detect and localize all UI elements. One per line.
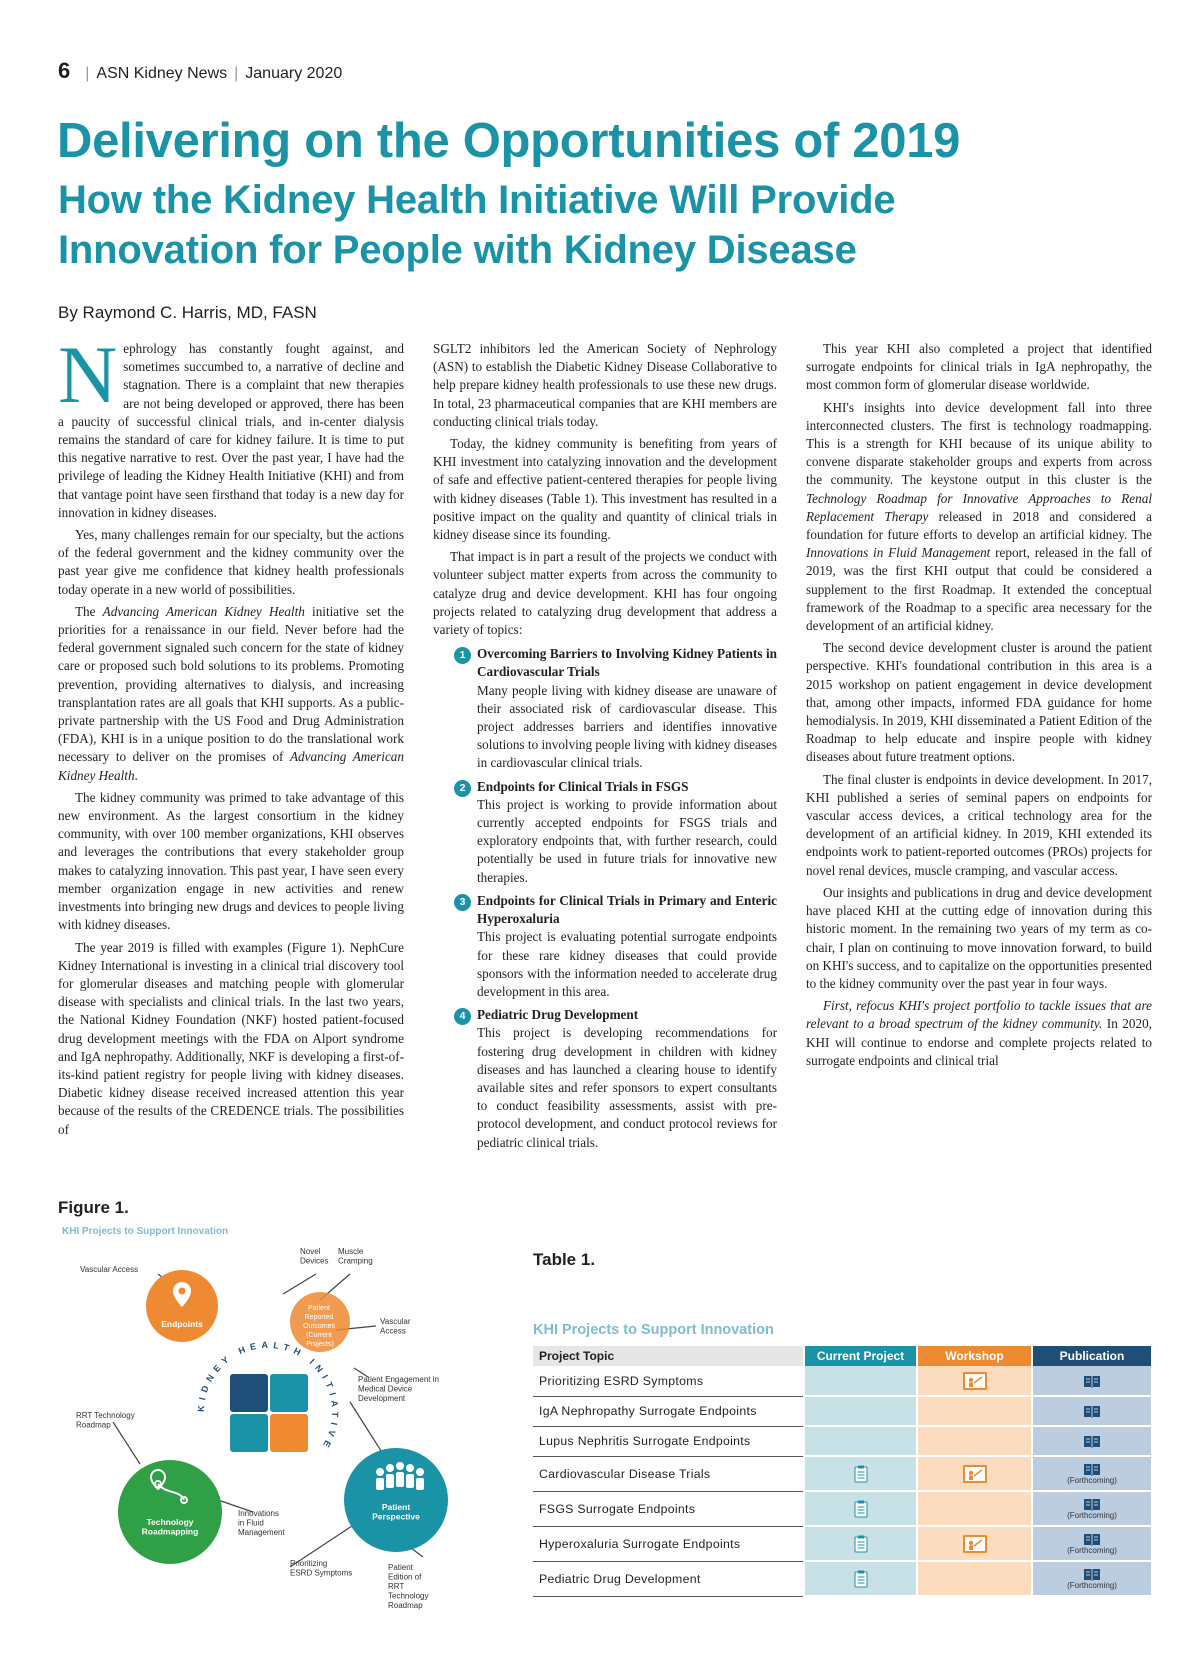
paragraph-text: ephrology has constantly fought against, and sometimes succumbed to, a narrative of decline and stagnation. There is a complaint that new therapies are not being developed or approved, there has been a paucity of successful clinical trials, and in-center dialysis remains the standard of care for kidney failure. It is time to put this negative narrative to rest. Over the past year, I have had the privilege of leading the Kidney Health Initiative (KHI) and from that vantage point have seen firsthand that today is a new day for innovation in kidney diseases. — [58, 341, 404, 520]
text-line: Cramping — [338, 1256, 373, 1266]
publication-cell — [1032, 1491, 1151, 1526]
project-item — [433, 645, 777, 772]
workshop-cell — [917, 1491, 1032, 1526]
project-topic-cell: Prioritizing ESRD Symptoms — [533, 1366, 804, 1396]
text-line: RRT — [388, 1582, 405, 1591]
patient-perspective-hub — [344, 1448, 448, 1552]
paragraph-text: report, released in the fall of 2019, was the first KHI output that could be considered a supplement to the first Roadmap. It extended the conceptual framework of the Roadmap to a specific area necessary for the development of an artificial kidney. — [806, 545, 1152, 634]
text-line: Novel — [300, 1247, 321, 1256]
quadrant-teal — [270, 1374, 308, 1412]
current-project-cell — [804, 1491, 917, 1526]
clipboard-icon — [854, 1535, 868, 1553]
text-column-3 — [806, 340, 1152, 1074]
pro-line: (Current — [306, 1332, 332, 1339]
table-title: KHI Projects to Support Innovation — [533, 1322, 774, 1338]
publication-cell — [1032, 1526, 1151, 1561]
column-header: Project Topic — [533, 1346, 804, 1366]
text-line: Devices — [300, 1256, 329, 1266]
project-title: Endpoints for Clinical Trials in Primary and Enteric Hyperoxaluria — [477, 892, 777, 927]
open-book-icon — [1083, 1568, 1101, 1581]
location-pin-dot — [179, 1288, 186, 1295]
number-badge: 3 — [454, 894, 471, 911]
paragraph-text: The — [75, 603, 103, 619]
connector — [113, 1422, 140, 1464]
paragraph: SGLT2 inhibitors led the American Society of Nephrology (ASN) to establish the Diabetic Kidney Disease Collaborative to help prepare kidney health professionals to use these new drugs. In total, 23 pharmaceutical companies that are KHI members are conducting clinical trials today. — [433, 341, 777, 429]
column-header: Workshop — [917, 1346, 1032, 1366]
italic-title: Technology Roadmap for Innovative Approaches to Renal Replacement Therapy — [806, 490, 1152, 524]
open-book-icon — [1083, 1435, 1101, 1448]
current-project-cell — [804, 1561, 917, 1596]
text-line: Technology — [146, 1517, 194, 1527]
running-header — [58, 58, 342, 84]
endpoints-hub-label: Endpoints — [161, 1319, 203, 1329]
table-row — [533, 1426, 1151, 1456]
table-row — [533, 1366, 1151, 1396]
drop-cap: N — [58, 329, 118, 420]
publication-cell — [1032, 1456, 1151, 1491]
text-column-1 — [58, 329, 404, 1143]
workshop-cell — [917, 1426, 1032, 1456]
text-line: Access — [380, 1326, 406, 1336]
pro-circle-label — [303, 1305, 337, 1348]
project-title: Endpoints for Clinical Trials in FSGS — [477, 778, 689, 794]
open-book-icon — [1083, 1375, 1101, 1388]
figure-khi-diagram — [58, 1222, 518, 1622]
text-line: Prioritizing — [290, 1559, 328, 1568]
text-line: Roadmap — [76, 1420, 111, 1430]
workshop-cell — [917, 1456, 1032, 1491]
paragraph-text: In 2020, KHI will continue to endorse and complete projects related to surrogate endpoints and clinical trial — [806, 1016, 1152, 1068]
open-book-icon — [1083, 1463, 1101, 1476]
open-book-icon — [1083, 1533, 1101, 1546]
text-line: ESRD Symptoms — [290, 1568, 353, 1578]
current-project-cell — [804, 1456, 917, 1491]
header-divider: | — [234, 65, 239, 82]
table-row — [533, 1491, 1151, 1526]
clipboard-icon — [854, 1465, 868, 1483]
text-line: Management — [238, 1528, 285, 1537]
column-header: Current Project — [804, 1346, 917, 1366]
pro-line: Reported — [304, 1314, 334, 1321]
text-line: Technology — [388, 1591, 429, 1601]
project-topic-cell: FSGS Surrogate Endpoints — [533, 1491, 804, 1526]
quadrant-navy — [230, 1374, 268, 1412]
current-project-cell — [804, 1426, 917, 1456]
number-badge: 4 — [454, 1008, 471, 1025]
paragraph: This year KHI also completed a project that identified surrogate endpoints for clinical trials in IgA nephropathy, the most common form of glomerular disease worldwide. — [806, 341, 1152, 393]
label-fluid-management — [238, 1509, 285, 1537]
connector — [350, 1402, 383, 1454]
paragraph: The final cluster is endpoints in device development. In 2017, KHI published a series of seminal papers on endpoints for vascular access devices, a critical technology area for the development of an artificial kidney. In 2019, KHI extended its endpoints work to patient-reported outcomes (PROs) projects for novel renal devices, muscle cramping, and vascular access. — [806, 771, 1152, 878]
paragraph: The second device development cluster is around the patient perspective. KHI's foundational contribution in this area is a 2015 workshop on patient engagement in device development that, among other impacts, informed FDA guidance for home hemodialysis. In 2019, KHI disseminated a Patient Edition of the Roadmap to help educate and inspire people with kidney diseases about future treatment options. — [806, 640, 1152, 765]
article-subtitle: How the Kidney Health Initiative Will Provide Innovation for People with Kidney Disease — [58, 178, 896, 272]
text-line: Medical Device — [358, 1384, 413, 1394]
issue-date: January 2020 — [245, 65, 343, 82]
table-row — [533, 1456, 1151, 1491]
publication-name: ASN Kidney News — [96, 65, 228, 82]
number-badge: 1 — [454, 647, 471, 664]
paragraph — [58, 603, 404, 785]
open-book-icon — [1083, 1498, 1101, 1511]
text-line: Roadmap — [388, 1601, 423, 1610]
workshop-cell — [917, 1526, 1032, 1561]
publication-cell — [1032, 1396, 1151, 1426]
paragraph-text: released in 2018 and considered a foundation for future efforts to develop an artificial kidney. The — [806, 508, 1152, 543]
forthcoming-note: (Forthcoming) — [1067, 1476, 1117, 1486]
text-line: Muscle — [338, 1247, 364, 1256]
pro-line: Patient — [308, 1305, 330, 1312]
text-line: Perspective — [372, 1511, 420, 1522]
open-book-icon — [1083, 1405, 1101, 1418]
text-column-2 — [433, 340, 777, 1157]
projects-table — [533, 1322, 1151, 1597]
clipboard-icon — [854, 1500, 868, 1518]
italic-text: First, refocus KHI's project portfolio to tackle issues that are relevant to a broad spectrum of the kidney community. — [806, 998, 1152, 1032]
paragraph: Today, the kidney community is benefiting from years of KHI investment into catalyzing innovation and the development of safe and effective patient-centered therapies for people living with kidney diseases (Table 1). This investment has resulted in a positive impact on the quality and quantity of clinical trials in kidney disease since its founding. — [433, 436, 777, 543]
forthcoming-note: (Forthcoming) — [1067, 1581, 1117, 1591]
workshop-cell — [917, 1561, 1032, 1596]
project-topic-cell: IgA Nephropathy Surrogate Endpoints — [533, 1396, 804, 1426]
table-grid — [533, 1346, 1151, 1597]
table-body — [533, 1366, 1151, 1596]
figure-title: KHI Projects to Support Innovation — [62, 1226, 229, 1237]
paragraph-text: . — [134, 767, 138, 783]
connector — [283, 1274, 316, 1294]
presentation-board-icon — [962, 1371, 988, 1391]
paragraph-text: KHI's insights into device development fall into three interconnected clusters. The first is technology roadmapping. This is a strength for KHI because of its unique ability to convene disparate stakeholder groups and experts from across the community. The keystone output in this cluster is the — [806, 399, 1152, 488]
project-description: Many people living with kidney disease are unaware of their associated risk of cardiovascular disease. This project addresses barriers and identifies innovative solutions to involving people living with kidney diseases in cardiovascular clinical trials. — [477, 682, 777, 771]
label-muscle-cramping — [338, 1247, 373, 1266]
paragraph: Yes, many challenges remain for our specialty, but the actions of the federal government and the kidney community over the past year give me confidence that kidney health professionals today operate in a new world of possibilities. — [58, 527, 404, 597]
publication-cell — [1032, 1366, 1151, 1396]
project-description: This project is working to provide information about currently accepted endpoints for FSGS trials and exploratory endpoints that, with further research, could potentially be used in future trials for innovative new therapies. — [477, 796, 777, 885]
paragraph: Our insights and publications in drug and device development have placed KHI at the cutting edge of innovation during this historic moment. In the remaining two years of my term as co-chair, I plan on continuing to move innovation forward, to build on KHI's success, and to capitalize on the opportunities presented to the kidney community over the past year in four ways. — [806, 884, 1152, 991]
table-row — [533, 1526, 1151, 1561]
article-title: Delivering on the Opportunities of 2019 — [57, 114, 961, 168]
technology-roadmapping-label — [142, 1517, 199, 1537]
label-vascular-access-right — [380, 1317, 411, 1336]
paragraph: The year 2019 is filled with examples (Figure 1). NephCure Kidney International is investing in a clinical trial discovery tool for glomerular diseases and matching people with glomerular disease with specialists and clinical trials. In the last two years, the National Kidney Foundation (NKF) hosted patient-focused drug development meetings with the FDA on Alport syndrome and IgA nephropathy. Additionally, NKF is developing a first-of-its-kind patient registry for people living with kidney diseases. Diabetic kidney disease received increased attention this year because of the results of the CREDENCE trials. The possibilities of — [58, 939, 404, 1137]
current-project-cell — [804, 1396, 917, 1426]
paragraph-text: initiative set the priorities for a renaissance in our field. Never before had the federal government signaled such concern for the state of kidney care or proposed such bold solutions to its problems. Promoting prevention, providing alternatives to dialysis, and increasing transplantation rates are all goals that KHI supports. As a public-private partnership with the US Food and Drug Administration (FDA), KHI is in a unique position to do the translational work necessary to deliver on the promises of — [58, 603, 404, 765]
table-label: Table 1. — [533, 1250, 596, 1269]
column-header: Publication — [1032, 1346, 1151, 1366]
project-list — [433, 645, 777, 1151]
table-row — [533, 1396, 1151, 1426]
khi-diagram — [58, 1222, 518, 1622]
table-row — [533, 1561, 1151, 1596]
pro-line: Projects) — [306, 1341, 334, 1348]
text-line: Patient — [381, 1502, 411, 1512]
label-patient-engagement — [358, 1375, 439, 1403]
text-line: Edition of — [388, 1572, 422, 1582]
text-line: Roadmapping — [141, 1526, 199, 1537]
technology-roadmapping-hub — [118, 1460, 222, 1564]
workshop-cell — [917, 1366, 1032, 1396]
number-badge: 2 — [454, 780, 471, 797]
table-header-row — [533, 1346, 1151, 1366]
label-patient-edition — [388, 1563, 428, 1610]
italic-title: Advancing American Kidney Health — [58, 749, 404, 783]
label-esrd-symptoms — [290, 1559, 352, 1578]
project-title: Pediatric Drug Development — [477, 1007, 639, 1023]
header-divider: | — [85, 65, 90, 82]
paragraph — [806, 997, 1152, 1070]
project-title: Overcoming Barriers to Involving Kidney Patients in Cardiovascular Trials — [477, 646, 777, 680]
publication-cell — [1032, 1561, 1151, 1596]
paragraph: The kidney community was primed to take advantage of this new environment. As the largest consortium in the kidney community, with over 100 member organizations, KHI observes and leverages the contributions that every stakeholder group makes to catalyzing innovation. This past year, I have seen every member organization engage in new activities and renew investments into bringing new drugs and devices to people living with kidney diseases. — [58, 789, 404, 933]
project-topic-cell: Cardiovascular Disease Trials — [533, 1456, 804, 1491]
forthcoming-note: (Forthcoming) — [1067, 1511, 1117, 1521]
byline: By Raymond C. Harris, MD, FASN — [58, 303, 317, 322]
publication-cell — [1032, 1426, 1151, 1456]
label-rrt-roadmap — [76, 1411, 135, 1430]
label-novel-devices — [300, 1247, 328, 1266]
paragraph — [806, 399, 1152, 636]
project-topic-cell: Pediatric Drug Development — [533, 1561, 804, 1596]
project-topic-cell: Lupus Nephritis Surrogate Endpoints — [533, 1426, 804, 1456]
paragraph: That impact is in part a result of the projects we conduct with volunteer subject matter experts from across the community to catalyze drug and device development. KHI has four ongoing projects related to catalyzing drug development that address a variety of topics: — [433, 549, 777, 638]
presentation-board-icon — [962, 1534, 988, 1554]
workshop-cell — [917, 1396, 1032, 1426]
project-description: This project is developing recommendations for fostering drug development in children with kidney diseases and has launched a clearing house to identify available sites and refer sponsors to expert consultants to conduct feasibility assessments, assist with pre-protocol development, and conduct protocol reviews for pediatric clinical trials. — [477, 1025, 777, 1150]
current-project-cell — [804, 1366, 917, 1396]
ring-text-path: KIDNEY HEALTH INITIATIVE — [195, 1339, 341, 1454]
paragraph — [58, 329, 404, 522]
presentation-board-icon — [962, 1464, 988, 1484]
project-topic-cell: Hyperoxaluria Surrogate Endpoints — [533, 1526, 804, 1561]
text-line: Patient Engagement in — [358, 1375, 439, 1384]
text-line: Patient — [388, 1563, 413, 1572]
clipboard-icon — [854, 1570, 868, 1588]
italic-title: Advancing American Kidney Health — [102, 603, 305, 619]
text-line: Innovations — [238, 1509, 279, 1518]
text-line: Vascular Access — [80, 1265, 139, 1274]
figure-label: Figure 1. — [58, 1198, 129, 1217]
page-number: 6 — [58, 58, 71, 83]
project-item — [433, 778, 777, 887]
quadrant-orange — [270, 1414, 308, 1452]
project-description: This project is evaluating potential surrogate endpoints for these rare kidney diseases that could provide sponsors with the information needed to accelerate drug development in this area. — [477, 929, 777, 999]
project-item — [433, 1006, 777, 1152]
label-vascular-access — [80, 1265, 138, 1274]
italic-title: Innovations in Fluid Management — [806, 545, 991, 561]
text-line: in Fluid — [238, 1518, 264, 1528]
pro-line: Outcomes — [303, 1323, 335, 1330]
text-line: RRT Technology — [76, 1411, 135, 1420]
forthcoming-note: (Forthcoming) — [1067, 1546, 1117, 1556]
text-line: Vascular — [380, 1317, 411, 1326]
project-item — [433, 892, 777, 1001]
current-project-cell — [804, 1526, 917, 1561]
quadrant-teal — [230, 1414, 268, 1452]
text-line: Development — [358, 1394, 406, 1403]
